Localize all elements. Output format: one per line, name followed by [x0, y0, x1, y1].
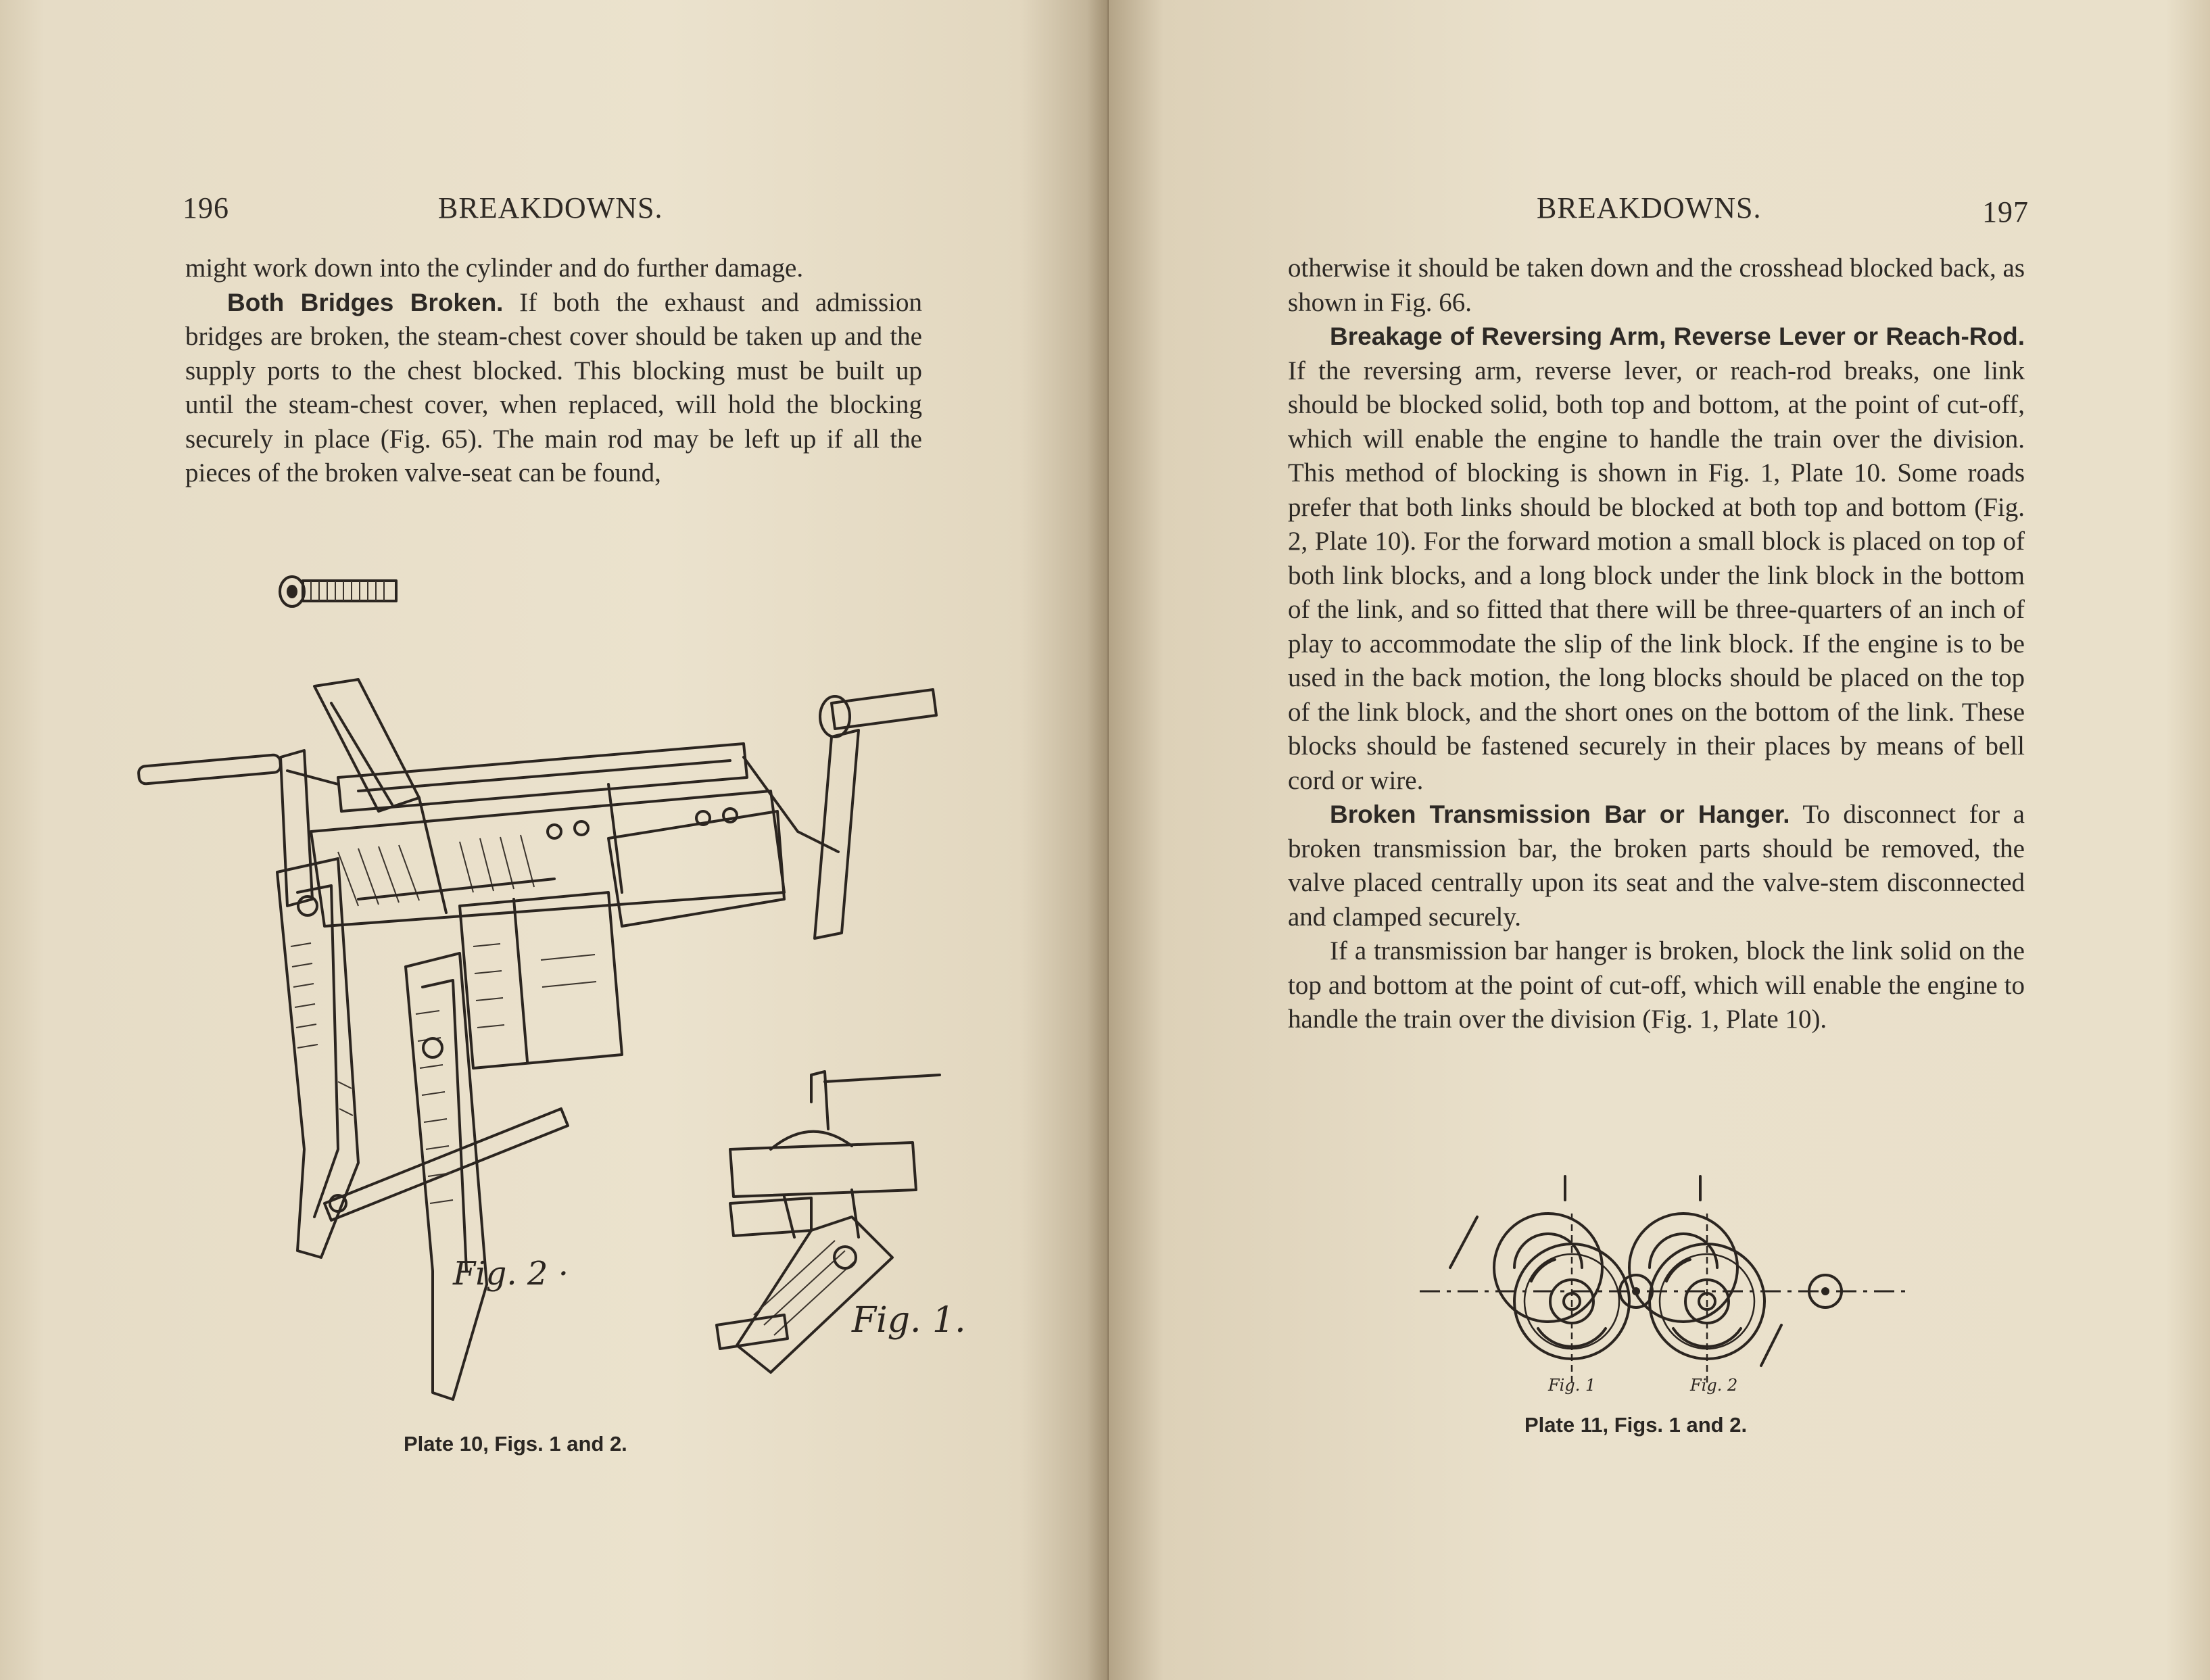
- fig-1-label-left: Fig. 1.: [852, 1300, 966, 1341]
- plate-10-caption: Plate 10, Figs. 1 and 2.: [404, 1432, 627, 1456]
- left-page-number: 196: [183, 191, 229, 224]
- right-paragraph-3-body: To disconnect for a broken transmission bar, the broken parts should be removed, the valve placed centrally upon its seat and the valve-stem disconnected and clamped securely.: [1288, 800, 2025, 932]
- plate-11-illustration: [1420, 1173, 1906, 1403]
- plate-11-fig-1-label: Fig. 1: [1548, 1376, 1596, 1395]
- right-paragraph-3: [1288, 798, 2025, 934]
- right-text-block: [1288, 251, 2025, 1037]
- right-paragraph-2: [1288, 320, 2025, 798]
- fig-2-label: Fig. 2 ·: [453, 1255, 569, 1293]
- right-page-number: 197: [1982, 195, 2029, 229]
- left-paragraph-2-heading: Both Bridges Broken.: [227, 288, 504, 316]
- right-page: [1109, 0, 2210, 1680]
- right-running-head: BREAKDOWNS.: [1537, 191, 1762, 224]
- plate-11-fig-2-label: Fig. 2: [1690, 1376, 1738, 1395]
- right-paragraph-4: If a transmission bar hanger is broken, block the link solid on the top and bottom at the point of cut-off, which will enable the engine to handle the train over the division (Fig. 1, Plate 10).: [1288, 936, 2025, 1034]
- plate-11-caption: Plate 11, Figs. 1 and 2.: [1524, 1413, 1748, 1437]
- right-paragraph-2-body: If the reversing arm, reverse lever, or reach-rod breaks, one link should be blocked solid, both top and bottom, at the point of cut-off, which will enable the engine to handle the train over the division. This method of blocking is shown in Fig. 1, Plate 10. Some roads prefer that both links should be blocked at both top and bottom (Fig. 2, Plate 10). For the forward motion a small block is placed on top of both link blocks, and a long block under the link block in the bottom of the link, and so fitted that there will be three-quarters of an inch of play to accommodate the slip of the link block. If the engine is to be used in the back motion, the long blocks should be placed on the top of the link block, and the short ones on the bottom of the link. These blocks should be fastened securely in their places by means of bell cord or wire.: [1288, 356, 2025, 795]
- left-running-head: BREAKDOWNS.: [438, 191, 663, 224]
- right-paragraph-1: otherwise it should be taken down and the crosshead blocked back, as shown in Fig. 66.: [1288, 254, 2025, 317]
- clamp-illustration: [277, 571, 399, 612]
- left-paragraph-1: might work down into the cylinder and do further damage.: [185, 254, 804, 283]
- plate-10-illustration: [135, 676, 980, 1426]
- left-paragraph-2-body: If both the exhaust and admission bridges are broken, the steam-chest cover should be taken up and the supply ports to the chest blocked. This blocking must be built up until the steam-chest cover, when replaced, will hold the blocking securely in place (Fig. 65). The main rod may be left up if all the pieces of the broken valve-seat can be found,: [185, 287, 922, 487]
- left-paragraph-2: [185, 286, 922, 491]
- right-paragraph-3-heading: Broken Transmission Bar or Hanger.: [1330, 800, 1790, 828]
- right-paragraph-2-heading: Breakage of Reversing Arm, Reverse Lever or Reach-Rod.: [1330, 322, 2025, 350]
- left-text-block: [185, 251, 922, 491]
